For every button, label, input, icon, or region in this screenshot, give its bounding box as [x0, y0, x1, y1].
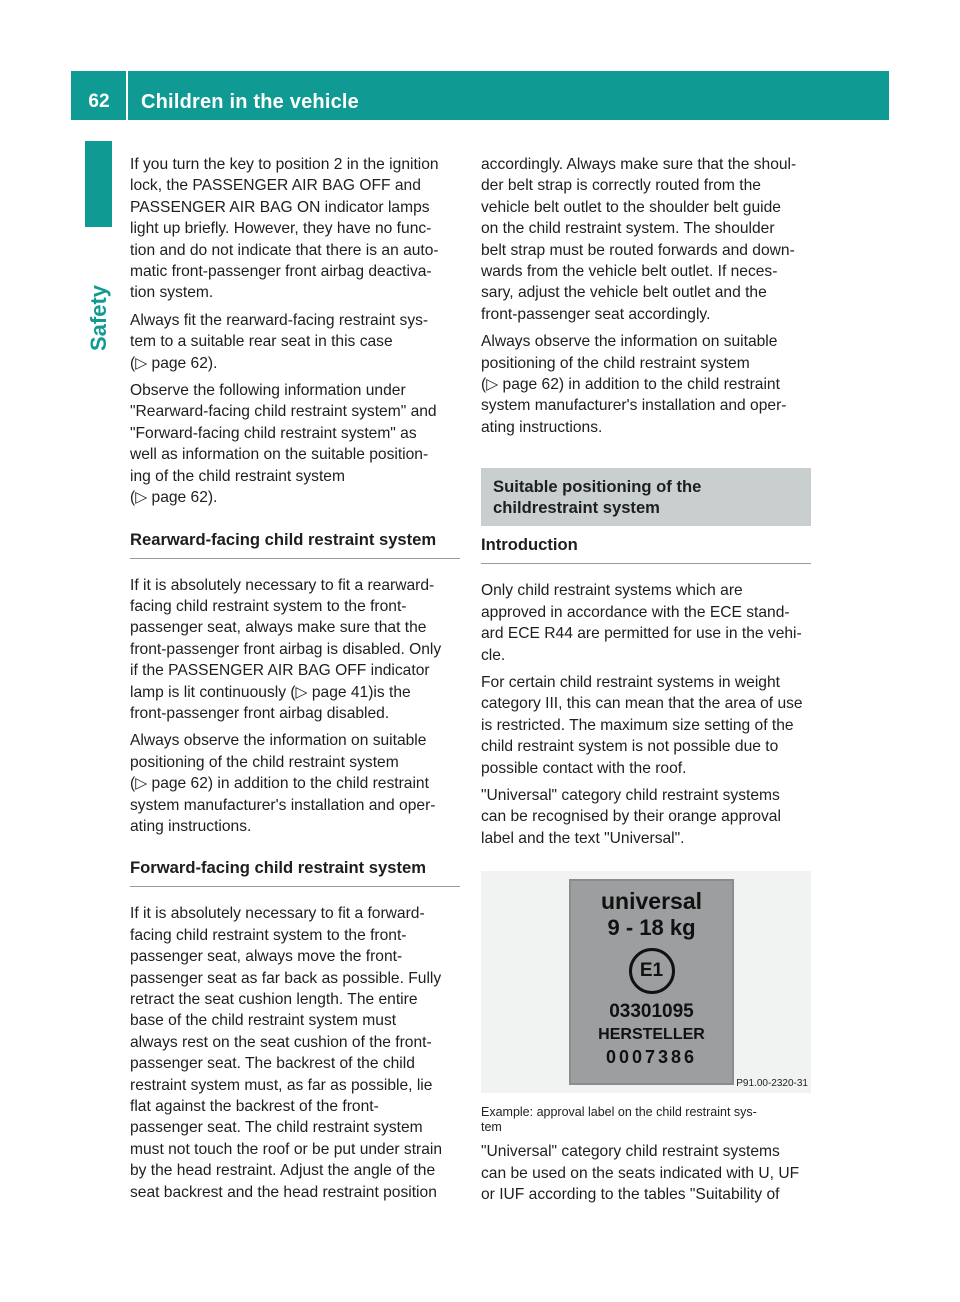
forward-heading: Forward-facing child restraint system	[130, 857, 460, 887]
universal-paragraph	[481, 785, 811, 849]
text-line: approved in accordance with the ECE stand-	[481, 603, 790, 621]
text-line: flat against the backrest of the front-	[130, 1098, 379, 1116]
section-tab-marker	[85, 141, 112, 227]
text-line: If it is absolutely necessary to fit a forward-	[130, 905, 425, 923]
text-line: system manufacturer's installation and oper-	[130, 796, 436, 814]
right-observe-paragraph	[481, 331, 811, 438]
text-line: tem	[481, 1120, 502, 1135]
approval-label	[569, 879, 734, 1085]
positioning-heading	[481, 468, 811, 526]
label-category: universal	[601, 888, 702, 915]
intro-paragraph	[130, 154, 460, 304]
image-reference-code: P91.00-2320-31	[736, 1078, 808, 1090]
observe-paragraph	[130, 380, 460, 508]
text-line: ard ECE R44 are permitted for use in the vehi-	[481, 625, 802, 643]
continued-paragraph	[481, 154, 811, 325]
text-line: ating instructions.	[481, 418, 603, 436]
text-line: label and the text "Universal".	[481, 829, 685, 847]
text-line: front-passenger front airbag disabled.	[130, 704, 390, 722]
text-line: tem to a suitable rear seat in this case	[130, 333, 393, 351]
label-manufacturer: HERSTELLER	[598, 1026, 705, 1044]
text-line: matic front-passenger front airbag deactiva-	[130, 263, 432, 281]
page-number: 62	[88, 91, 110, 112]
text-line: tion and do not indicate that there is an auto-	[130, 241, 439, 259]
image-caption	[481, 1105, 811, 1135]
text-line: "Forward-facing child restraint system" as	[130, 424, 417, 442]
text-line: belt strap must be routed forwards and down-	[481, 241, 795, 259]
text-line: retract the seat cushion length. The entire	[130, 991, 418, 1008]
text-line: (▷ page 62) in addition to the child restraint	[481, 376, 780, 394]
chapter-title: Children in the vehicle	[141, 91, 359, 113]
text-line: or IUF according to the tables "Suitability of	[481, 1185, 780, 1203]
text-line: front-passenger seat accordingly.	[481, 305, 711, 323]
text-line: facing child restraint system to the front-	[130, 597, 407, 615]
text-line: restraint system must, as far as possible, lie	[130, 1076, 433, 1094]
label-serial: 0007386	[605, 1047, 698, 1068]
rearward-paragraph	[130, 575, 460, 725]
header-divider	[126, 71, 128, 120]
text-line: Only child restraint systems which are	[481, 582, 743, 600]
rearward-fit-paragraph	[130, 310, 460, 374]
text-line: (▷ page 62).	[130, 354, 218, 372]
text-line: restraint system	[531, 498, 660, 518]
text-line: cle.	[481, 646, 506, 664]
approval-label-image	[481, 871, 811, 1093]
rearward-observe-paragraph	[130, 730, 460, 837]
text-line: (▷ page 62).	[130, 489, 218, 507]
text-line: positioning of the child restraint system	[481, 354, 750, 372]
label-weight-range: 9 - 18 kg	[607, 915, 696, 941]
text-line: accordingly. Always make sure that the shoul-	[481, 156, 797, 173]
text-line: always rest on the seat cushion of the front-	[130, 1033, 432, 1051]
text-line: Observe the following information under	[130, 382, 406, 400]
text-line: passenger seat. The backrest of the child	[130, 1055, 415, 1073]
text-line: well as information on the suitable position-	[130, 446, 429, 464]
text-line: on the child restraint system. The shoulder	[481, 220, 775, 238]
seats-paragraph	[481, 1141, 811, 1205]
text-line: can be recognised by their orange approval	[481, 808, 781, 826]
text-line: For certain child restraint systems in weight	[481, 673, 780, 691]
rearward-heading: Rearward-facing child restraint system	[130, 529, 460, 559]
forward-paragraph	[130, 903, 460, 1203]
text-line: passenger seat as far back as possible. Fully	[130, 969, 442, 987]
text-line: sary, adjust the vehicle belt outlet and the	[481, 284, 767, 302]
text-line: ating instructions.	[130, 817, 252, 835]
text-line: can be used on the seats indicated with U, UF	[481, 1164, 800, 1182]
text-line: lamp is lit continuously (▷ page 41)is the	[130, 683, 411, 701]
text-line: wards from the vehicle belt outlet. If neces-	[481, 263, 778, 281]
text-line: possible contact with the roof.	[481, 759, 687, 777]
label-approval-code: 03301095	[609, 1001, 694, 1023]
text-line: vehicle belt outlet to the shoulder belt guide	[481, 198, 781, 216]
text-line: passenger seat, always move the front-	[130, 948, 403, 966]
text-line: "Universal" category child restraint systems	[481, 786, 780, 804]
text-line: passenger seat, always make sure that the	[130, 619, 427, 637]
text-line: must not touch the roof or be put under strain	[130, 1140, 443, 1158]
text-line: ing of the child restraint system	[130, 467, 345, 485]
text-line: system manufacturer's installation and oper-	[481, 397, 787, 415]
text-line: (▷ page 62) in addition to the child restraint	[130, 775, 429, 793]
text-line: Always fit the rearward-facing restraint sys-	[130, 311, 429, 329]
text-line: Always observe the information on suitable	[481, 333, 778, 351]
section-tab-label: Safety	[86, 284, 111, 352]
text-line: If you turn the key to position 2 in the ignition	[130, 156, 439, 173]
text-line: positioning of the child restraint system	[130, 753, 399, 771]
text-line: category III, this can mean that the area of use	[481, 695, 803, 713]
introduction-heading: Introduction	[481, 534, 811, 564]
text-line: facing child restraint system to the front-	[130, 926, 407, 944]
text-line: PASSENGER AIR BAG ON indicator lamps	[130, 198, 430, 216]
text-line: Suitable positioning of the child	[493, 477, 702, 518]
approved-paragraph	[481, 580, 811, 666]
text-line: tion system.	[130, 284, 214, 302]
right-column	[481, 154, 811, 1211]
text-line: "Universal" category child restraint systems	[481, 1143, 780, 1161]
text-line: lock, the PASSENGER AIR BAG OFF and	[130, 177, 421, 195]
text-line: base of the child restraint system must	[130, 1012, 397, 1030]
text-line: If it is absolutely necessary to fit a rearward-	[130, 576, 435, 594]
text-line: Always observe the information on suitable	[130, 732, 427, 750]
text-line: is restricted. The maximum size setting of the	[481, 716, 794, 734]
left-column	[130, 154, 460, 1209]
text-line: passenger seat. The child restraint system	[130, 1119, 423, 1137]
text-line: child restraint system is not possible due to	[481, 738, 779, 756]
text-line: "Rearward-facing child restraint system" and	[130, 403, 437, 421]
text-line: Example: approval label on the child restraint sys-	[481, 1105, 757, 1120]
weight-paragraph	[481, 672, 811, 779]
e-mark-icon: E1	[629, 948, 675, 994]
text-line: seat backrest and the head restraint position	[130, 1183, 437, 1201]
text-line: light up briefly. However, they have no func-	[130, 220, 432, 238]
text-line: der belt strap is correctly routed from the	[481, 177, 761, 195]
text-line: if the PASSENGER AIR BAG OFF indicator	[130, 662, 430, 680]
text-line: by the head restraint. Adjust the angle of the	[130, 1162, 436, 1180]
text-line: front-passenger front airbag is disabled. Only	[130, 640, 442, 658]
